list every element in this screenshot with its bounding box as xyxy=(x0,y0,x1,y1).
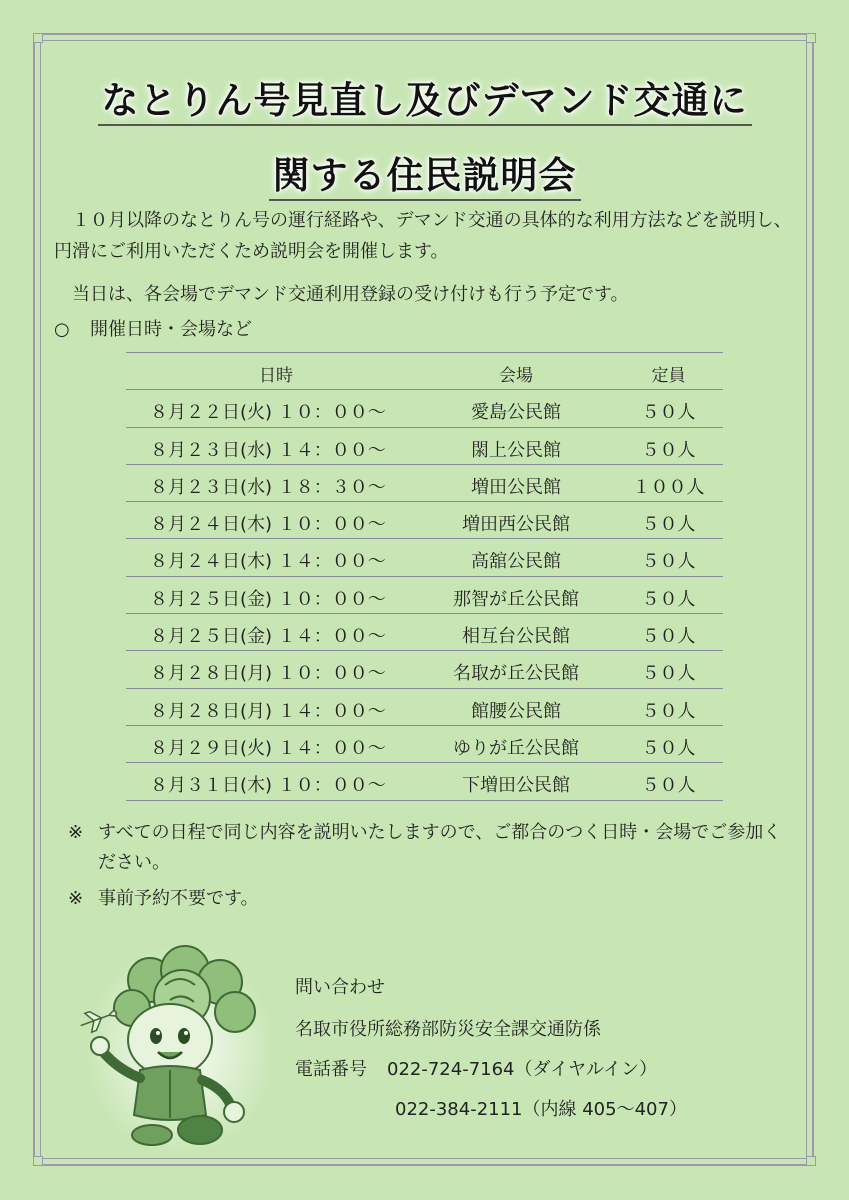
table-row xyxy=(126,689,723,726)
row-capacity: １００人 xyxy=(632,476,705,498)
contact-department: 名取市役所総務部防災安全課交通防係 xyxy=(295,1019,601,1040)
row-date: ８月２８日(月) １４：００～ xyxy=(150,700,386,722)
row-date: ８月２４日(木) １０：００～ xyxy=(150,514,386,536)
row-capacity: ５０人 xyxy=(641,402,696,424)
row-date: ８月２５日(金) １４：００～ xyxy=(150,626,386,648)
table-row xyxy=(126,428,723,465)
row-date: ８月２８日(月) １０：００～ xyxy=(150,663,386,685)
title-line-1: なとりん号見直し及びデマンド交通に xyxy=(0,70,849,124)
note-1 xyxy=(68,818,798,878)
row-capacity: ５０人 xyxy=(641,663,696,685)
note-1-text: すべての日程で同じ内容を説明いたしますので、ご都合のつく日時・会場でご参加ください。 xyxy=(98,822,782,873)
phone-number-1: 022-724-7164（ダイヤルイン） xyxy=(387,1059,658,1080)
row-capacity: ５０人 xyxy=(641,514,696,536)
row-venue: 増田西公民館 xyxy=(462,514,570,536)
header-date: 日時 xyxy=(259,366,293,386)
row-venue: 増田公民館 xyxy=(471,476,561,498)
row-capacity: ５０人 xyxy=(641,737,696,759)
header-capacity: 定員 xyxy=(651,366,686,386)
schedule-table xyxy=(126,352,723,801)
row-venue: 高舘公民館 xyxy=(471,551,561,573)
mascot-illustration xyxy=(70,940,270,1160)
table-row xyxy=(126,763,723,800)
row-venue: 愛島公民館 xyxy=(471,402,561,424)
row-venue: 名取が丘公民館 xyxy=(453,663,579,685)
contact-phone-2 xyxy=(295,1095,687,1121)
header-venue: 会場 xyxy=(499,366,533,386)
intro-paragraph-2: 当日は、各会場でデマンド交通利用登録の受け付けも行う予定です。 xyxy=(72,284,629,305)
table-row xyxy=(126,726,723,763)
row-date: ８月２５日(金) １０：００～ xyxy=(150,588,386,610)
row-venue: 閖上公民館 xyxy=(471,439,561,461)
note-2-text: 事前予約不要です。 xyxy=(98,888,259,909)
row-capacity: ５０人 xyxy=(641,626,696,648)
table-row xyxy=(126,390,723,427)
frame-corner xyxy=(806,1156,816,1166)
row-date: ８月２２日(火) １０：００～ xyxy=(150,402,386,424)
row-capacity: ５０人 xyxy=(641,700,696,722)
table-row xyxy=(126,539,723,576)
row-capacity: ５０人 xyxy=(641,588,696,610)
circle-bullet-icon: ○ xyxy=(54,319,70,340)
frame-corner xyxy=(33,1156,43,1166)
row-date: ８月２９日(火) １４：００～ xyxy=(150,737,386,759)
intro-paragraph-1: １０月以降のなとりん号の運行経路や、デマンド交通の具体的な利用方法などを説明し、円滑にご利用いただくため説明会を開催します。 xyxy=(54,210,792,262)
frame-corner xyxy=(33,33,43,43)
section-heading xyxy=(54,315,252,341)
row-venue: 下増田公民館 xyxy=(462,775,570,797)
row-venue: 那智が丘公民館 xyxy=(453,588,579,610)
table-row xyxy=(126,651,723,688)
row-date: ８月２３日(水) １８：３０～ xyxy=(150,476,386,498)
phone-label: 電話番号 xyxy=(295,1059,367,1080)
frame-corner xyxy=(806,33,816,43)
row-capacity: ５０人 xyxy=(641,439,696,461)
section-label: 開催日時・会場など xyxy=(90,319,252,340)
table-row xyxy=(126,614,723,651)
row-capacity: ５０人 xyxy=(641,551,696,573)
row-date: ８月２４日(木) １４：００～ xyxy=(150,551,386,573)
table-row xyxy=(126,465,723,502)
note-2 xyxy=(68,884,798,914)
row-venue: 相互台公民館 xyxy=(462,626,570,648)
row-venue: 館腰公民館 xyxy=(471,700,561,722)
note-mark-icon: ※ xyxy=(68,822,84,843)
contact-heading: 問い合わせ xyxy=(295,977,385,998)
note-mark-icon: ※ xyxy=(68,888,84,909)
row-date: ８月３１日(木) １０：００～ xyxy=(150,775,386,797)
contact-phone-1 xyxy=(295,1055,657,1081)
row-venue: ゆりが丘公民館 xyxy=(453,737,579,759)
title-line-2: 関する住民説明会 xyxy=(0,145,849,199)
table-row xyxy=(126,577,723,614)
table-row xyxy=(126,502,723,539)
table-header-row xyxy=(126,353,723,390)
row-capacity: ５０人 xyxy=(641,775,696,797)
row-date: ８月２３日(水) １４：００～ xyxy=(150,439,386,461)
phone-number-2: 022-384-2111（内線 405～407） xyxy=(395,1099,687,1120)
